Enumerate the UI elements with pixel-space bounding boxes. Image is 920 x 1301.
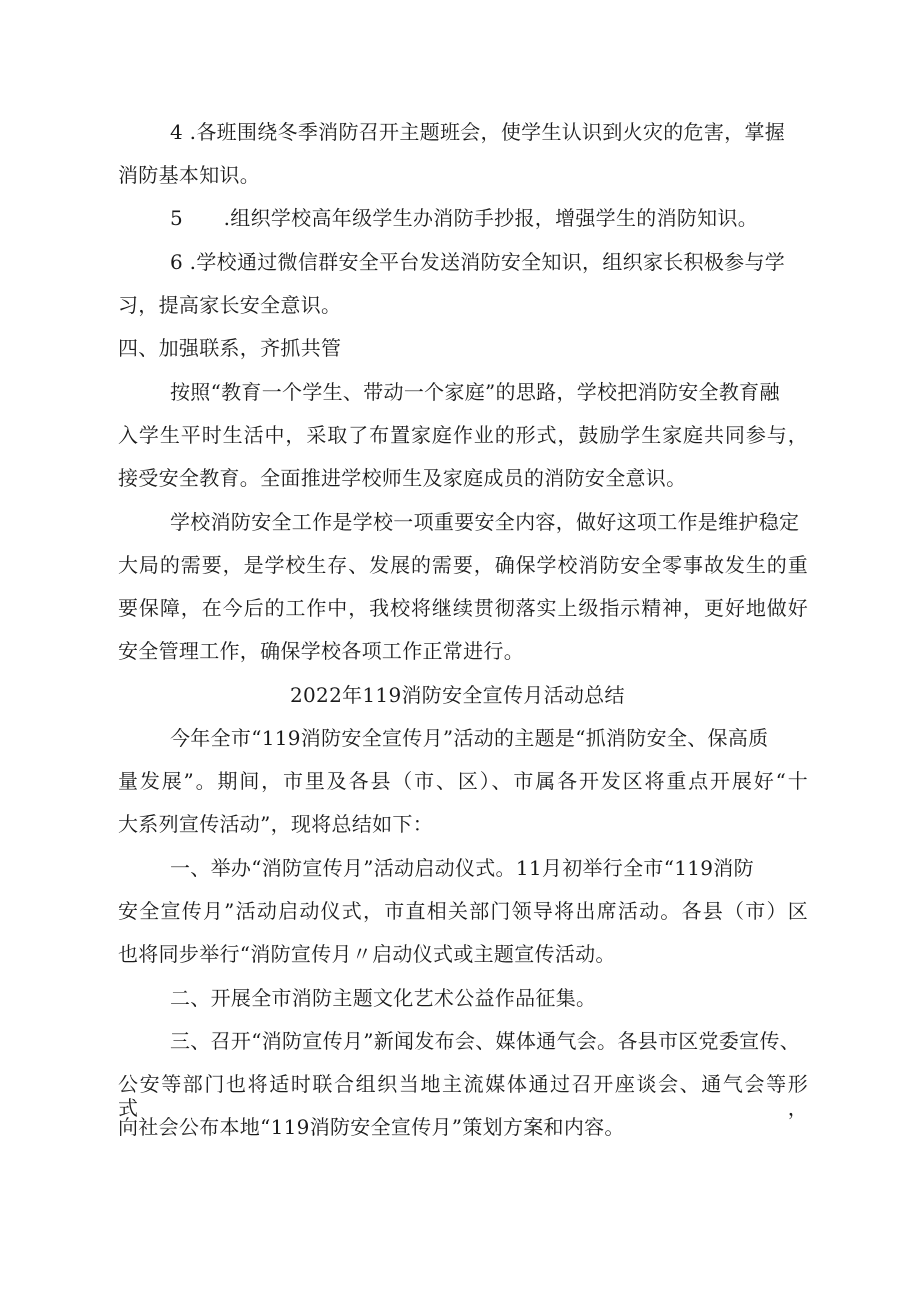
item-2: 二、开展全市消防主题文化艺术公益作品征集。	[170, 986, 597, 1010]
paragraph-3-line-2: 量发展”。期间，市里及各县（市、区）、市属各开发区将重点开展好“十	[118, 769, 808, 793]
paragraph-1-line-2: 入学生平时生活中，采取了布置家庭作业的形式，鼓励学生家庭共同参与，	[118, 423, 808, 447]
list-item-6-line-1: 6 .学校通过微信群安全平台发送消防安全知识，组织家长积极参与学	[170, 250, 786, 274]
paragraph-2-line-3: 要保障，在今后的工作中，我校将继续贯彻落实上级指示精神，更好地做好	[118, 596, 808, 620]
paragraph-3-line-1: 今年全市“119消防安全宣传月”活动的主题是“抓消防安全、保高质	[170, 726, 769, 750]
paragraph-1-line-3: 接受安全教育。全面推进学校师生及家庭成员的消防安全意识。	[118, 466, 687, 490]
item-1-line-2: 安全宣传月”活动启动仪式，市直相关部门领导将出席活动。各县（市）区	[118, 899, 808, 923]
list-item-4-line-1: 4 .各班围绕冬季消防召开主题班会，使学生认识到火灾的危害，掌握	[170, 120, 786, 144]
paragraph-2-line-2: 大局的需要，是学校生存、发展的需要，确保学校消防安全零事故发生的重	[118, 553, 808, 577]
document-title: 2022年119消防安全宣传月活动总结	[290, 683, 625, 707]
paragraph-2-line-1: 学校消防安全工作是学校一项重要安全内容，做好这项工作是维护稳定	[170, 510, 800, 534]
paragraph-2-line-4: 安全管理工作，确保学校各项工作正常进行。	[118, 639, 524, 663]
paragraph-1-line-1: 按照“教育一个学生、带动一个家庭”的思路，学校把消防安全教育融	[170, 380, 780, 404]
item-1-line-3: 也将同步举行“消防宣传月〃启动仪式或主题宣传活动。	[118, 942, 616, 966]
item-1-line-1: 一、举办“消防宣传月”活动启动仪式。11月初举行全市“119消防	[170, 856, 754, 880]
item-3-line-3: 向社会公布本地“119消防安全宣传月”策划方案和内容。	[118, 1115, 625, 1139]
list-item-5: 5 .组织学校高年级学生办消防手抄报，增强学生的消防知识。	[170, 206, 759, 230]
item-3-line-2: 公安等部门也将适时联合组织当地主流媒体通过召开座谈会、通气会等形式，	[118, 1072, 808, 1120]
item-3-line-1: 三、召开“消防宣传月”新闻发布会、媒体通气会。各县市区党委宣传、	[170, 1029, 801, 1053]
list-item-6-line-2: 习，提高家长安全意识。	[118, 293, 342, 317]
section-heading-4: 四、加强联系，齐抓共管	[118, 336, 342, 360]
list-item-4-line-2: 消防基本知识。	[118, 163, 261, 187]
paragraph-3-line-3: 大系列宣传活动”，现将总结如下：	[118, 812, 434, 836]
